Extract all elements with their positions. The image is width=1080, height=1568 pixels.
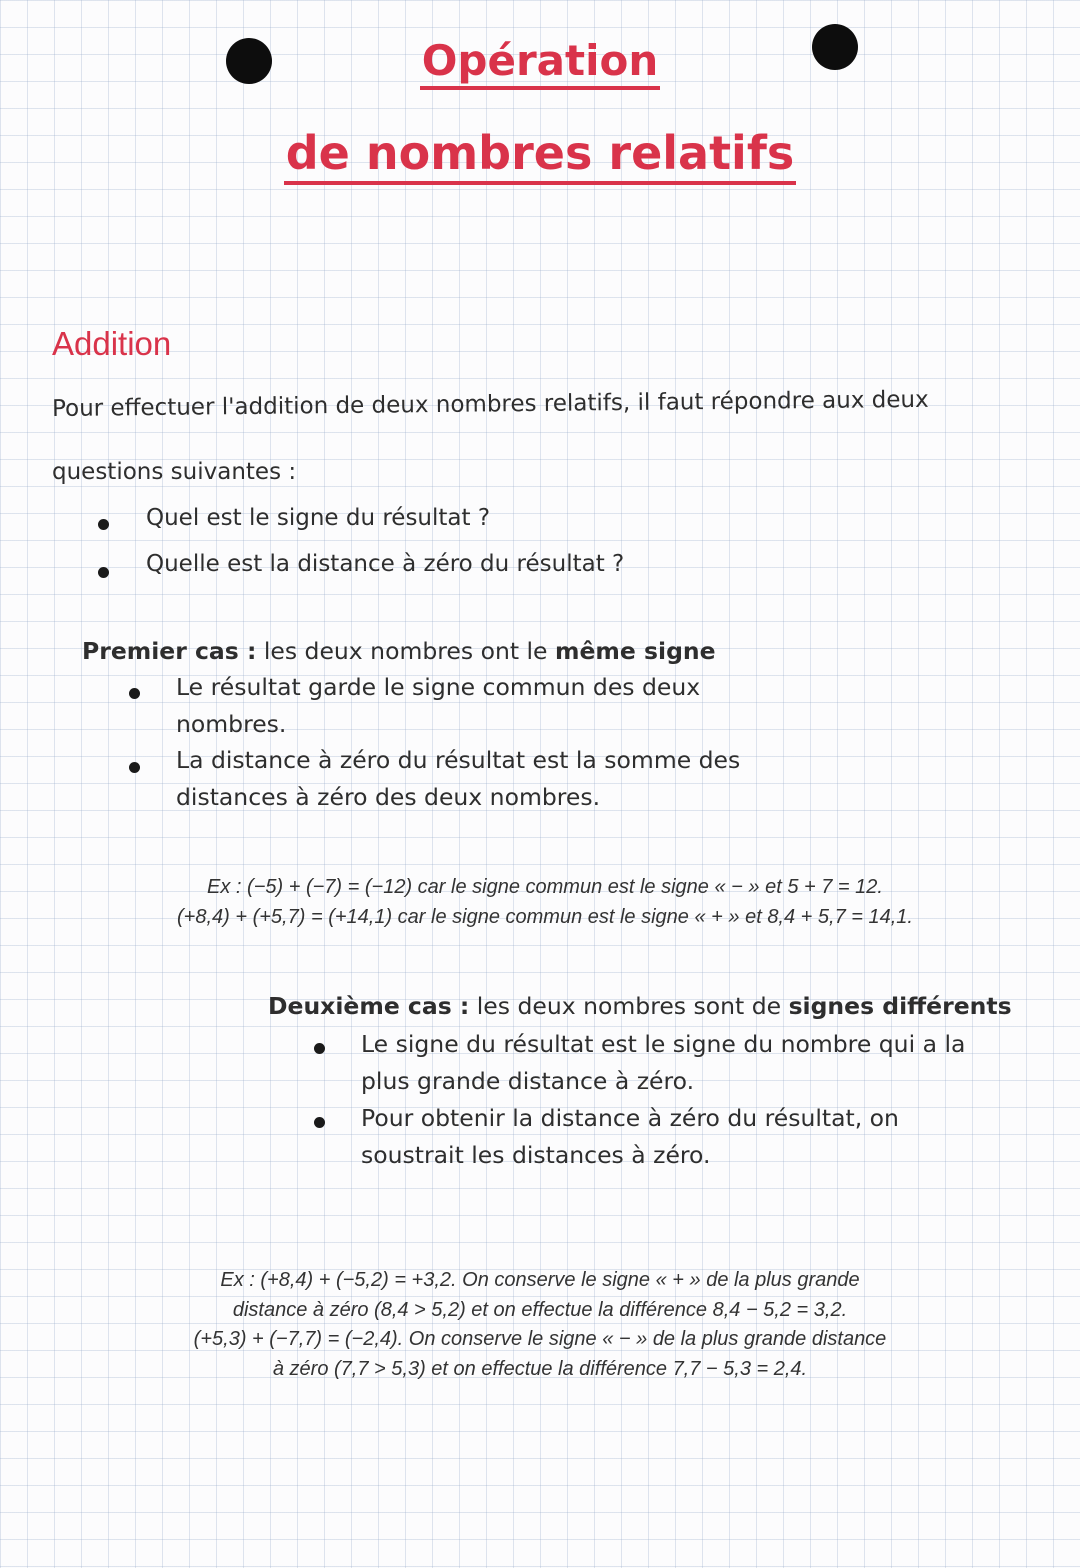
case2-point: Le signe du résultat est le signe du nombre qui a la plus grande distance à zéro. <box>361 1030 966 1095</box>
case1-heading: Premier cas : les deux nombres ont le même signe <box>82 637 716 665</box>
intro-line-2: questions suivantes : <box>52 459 297 485</box>
case2-heading: Deuxième cas : les deux nombres sont de signes différents <box>268 992 1012 1020</box>
bullet-dot <box>98 519 109 530</box>
page-title-line1: Opération <box>0 36 1080 85</box>
case1-point: Le résultat garde le signe commun des deux nombres. <box>176 673 701 738</box>
question-item: Quelle est la distance à zéro du résultat ? <box>146 551 625 577</box>
case1-example: Ex : (−5) + (−7) = (−12) car le signe commun est le signe « − » et 5 + 7 = 12. (+8,4) + (+5,7) = (+14,1) car le signe commun est le signe « + » et 8,4 + 5,7 = 14,1. <box>177 876 913 928</box>
bullet-dot <box>314 1117 325 1128</box>
bullet-dot <box>129 688 140 699</box>
question-item: Quel est le signe du résultat ? <box>146 505 491 531</box>
case2-example: Ex : (+8,4) + (−5,2) = +3,2. On conserve le signe « + » de la plus grande distance à zéro (8,4 > 5,2) et on effectue la différence 8,4 − 5,2 = 3,2. (+5,3) + (−7,7) = (−2,4). On conserve le signe « − » de la plus grande distance à zéro (7,7 > 5,3) et on effectue la différence 7,7 − 5,3 = 2,4. <box>193 1269 887 1380</box>
section-heading: Addition <box>52 325 172 362</box>
bullet-dot <box>129 762 140 773</box>
page-title-line2: de nombres relatifs <box>0 126 1080 180</box>
case1-point: La distance à zéro du résultat est la somme des distances à zéro des deux nombres. <box>176 746 741 811</box>
bullet-dot <box>314 1043 325 1054</box>
bullet-dot <box>98 567 109 578</box>
case2-point: Pour obtenir la distance à zéro du résultat, on soustrait les distances à zéro. <box>361 1104 899 1169</box>
intro-line-1: Pour effectuer l'addition de deux nombres relatifs, il faut répondre aux deux <box>51 386 929 422</box>
